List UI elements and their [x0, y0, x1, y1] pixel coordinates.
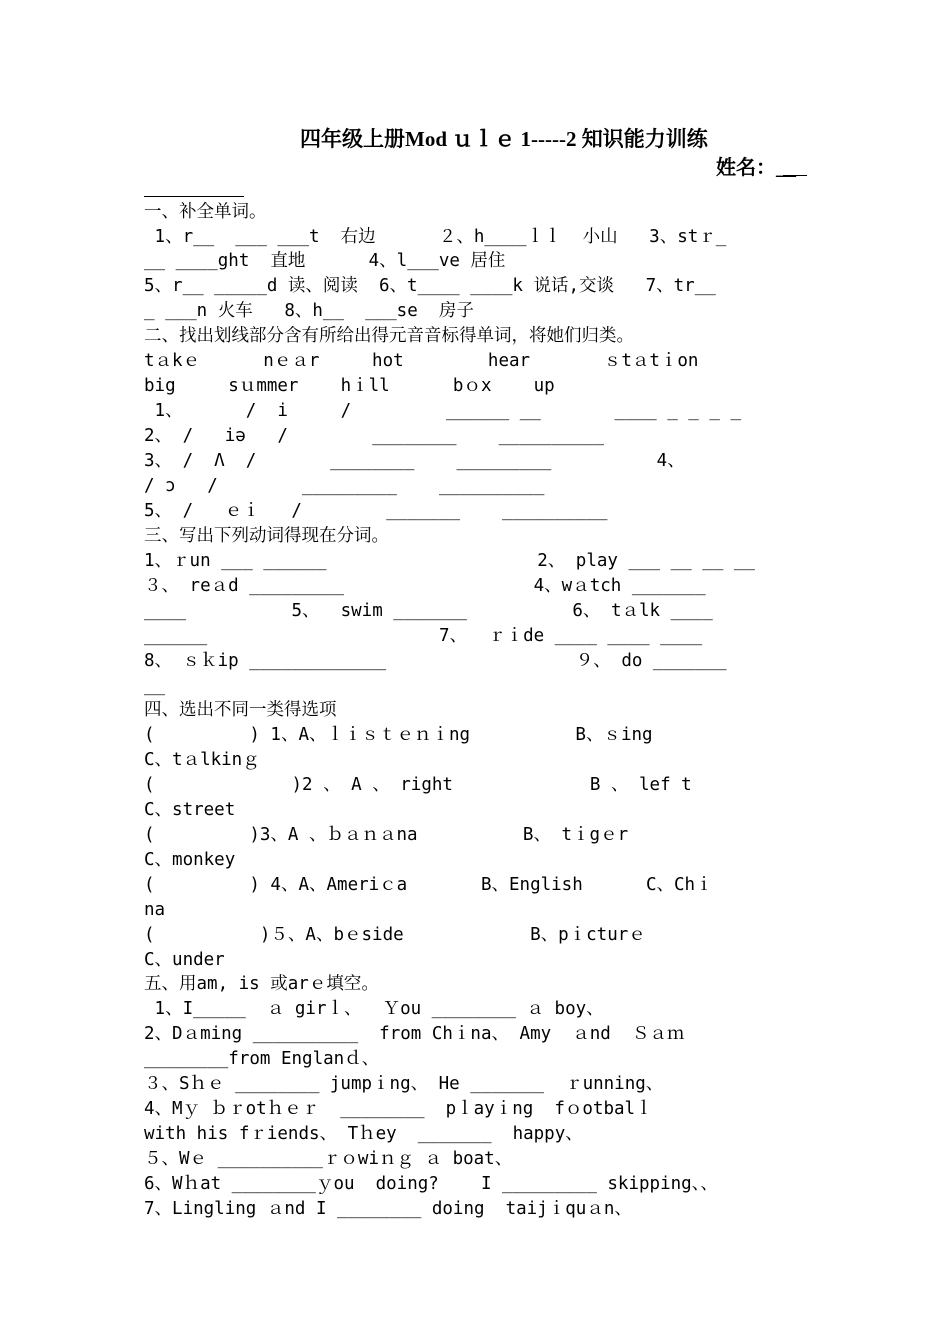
section-4-heading: 四、选出不同一类得选项 [144, 700, 337, 720]
section-1-line: 5、r__ _____d 读、阅读 6、t____ ____k 说话,交谈 7、tr__ [144, 276, 716, 296]
page-title: 四年级上册Mod ｕｌｅ 1-----2 知识能力训练 [300, 127, 708, 151]
section-3-line: __ [144, 676, 166, 696]
section-4-line: na [144, 900, 166, 920]
section-5-heading: 五、用am, is 或arｅ填空。 [144, 974, 379, 994]
section-4-line: ( ) 4、A、Ameriｃa B、English C、Chｉ [144, 875, 713, 895]
section-5-line: 6、Wｈat ________ｙou doing? I _________ skipping、、 [144, 1174, 718, 1194]
section-1-line: _ ___n 火车 8、h__ ___se 房子 [144, 301, 474, 321]
section-2-line: 2、 / iə / ________ __________ [144, 426, 605, 446]
name-label: 姓名：__ [716, 157, 796, 179]
section-5-line: ３、Sｈｅ ________ jumpｉng、 He _______ ｒunning、 [144, 1074, 664, 1094]
section-4-line: ( )2 、 A 、 right B 、 lef t [144, 775, 692, 795]
section-3-line: ______ 7、 ｒｉde ____ ____ ____ [144, 626, 703, 646]
section-4-line: ( ) 1、A、ｌｉｓｔｅｎｉng B、ｓing [144, 725, 653, 745]
section-1-line: __ ____ght 直地 4、l___ve 居住 [144, 251, 506, 271]
section-4-line: C、street [144, 800, 236, 820]
section-4-line: C、under [144, 950, 225, 970]
name-blank-line-continued [144, 196, 244, 197]
section-4-line: C、tａlkinｇ [144, 750, 260, 770]
section-5-line: ________from Englanｄ、 [144, 1049, 380, 1069]
section-5-line: with his fｒiends、 Tｈey _______ happy、 [144, 1124, 583, 1144]
section-3-line: 1、ｒun ___ ______ 2、 play ___ __ __ __ [144, 551, 755, 571]
name-blank-line [783, 175, 807, 176]
section-1-line: 1、r__ ___ ___t 右边 ２、h____ｌｌ 小山 3、stｒ_ [144, 227, 727, 247]
section-5-line: 1、I_____ ａ girｌ、 Ｙou ________ ａ boy、 [144, 999, 604, 1019]
section-2-words: tａkｅ nｅａr hot hear ｓtａtｉon [144, 351, 699, 371]
section-2-line: 1、 / i / ______ __ ____ _ _ _ _ [144, 401, 741, 421]
section-3-heading: 三、写出下列动词得现在分词。 [144, 526, 389, 546]
section-2-line: / ɔ / _________ __________ [144, 476, 545, 496]
section-5-line: 7、Lingling ａnd I ________ doing taijｉquａn、 [144, 1199, 632, 1219]
section-5-line: 2、Dａming __________ from Chｉna、 Amy ａnd Ｓａｍ [144, 1024, 685, 1044]
section-4-line: ( )3、A 、ｂａｎａna B、 tｉgｅr [144, 825, 629, 845]
section-2-heading: 二、找出划线部分含有所给出得元音音标得单词，将她们归类。 [144, 326, 634, 346]
section-5-line: ５、Wｅ __________ｒｏwiｎｇ ａ boat、 [144, 1149, 513, 1169]
section-5-line: 4、Mｙ ｂｒotｈｅｒ ________ pｌayｉng fｏotbalｌ [144, 1099, 653, 1119]
section-3-line: ３、 reａd _________ 4、wａtch _______ [144, 576, 706, 596]
section-1-heading: 一、补全单词。 [144, 202, 267, 222]
section-2-words: big sｕmmer hｉll bｏx up [144, 376, 555, 396]
section-4-line: C、monkey [144, 850, 236, 870]
section-3-line: ____ 5、 swim _______ 6、 tａlk ____ [144, 601, 713, 621]
section-2-line: 5、 / ｅｉ / _______ __________ [144, 501, 608, 521]
section-4-line: ( )５、A、bｅside B、pｉcturｅ [144, 925, 646, 945]
section-3-line: 8、 ｓｋip _____________ ９、 do _______ [144, 651, 727, 671]
section-2-line: 3、 / Λ / ________ _________ 4、 [144, 451, 685, 471]
